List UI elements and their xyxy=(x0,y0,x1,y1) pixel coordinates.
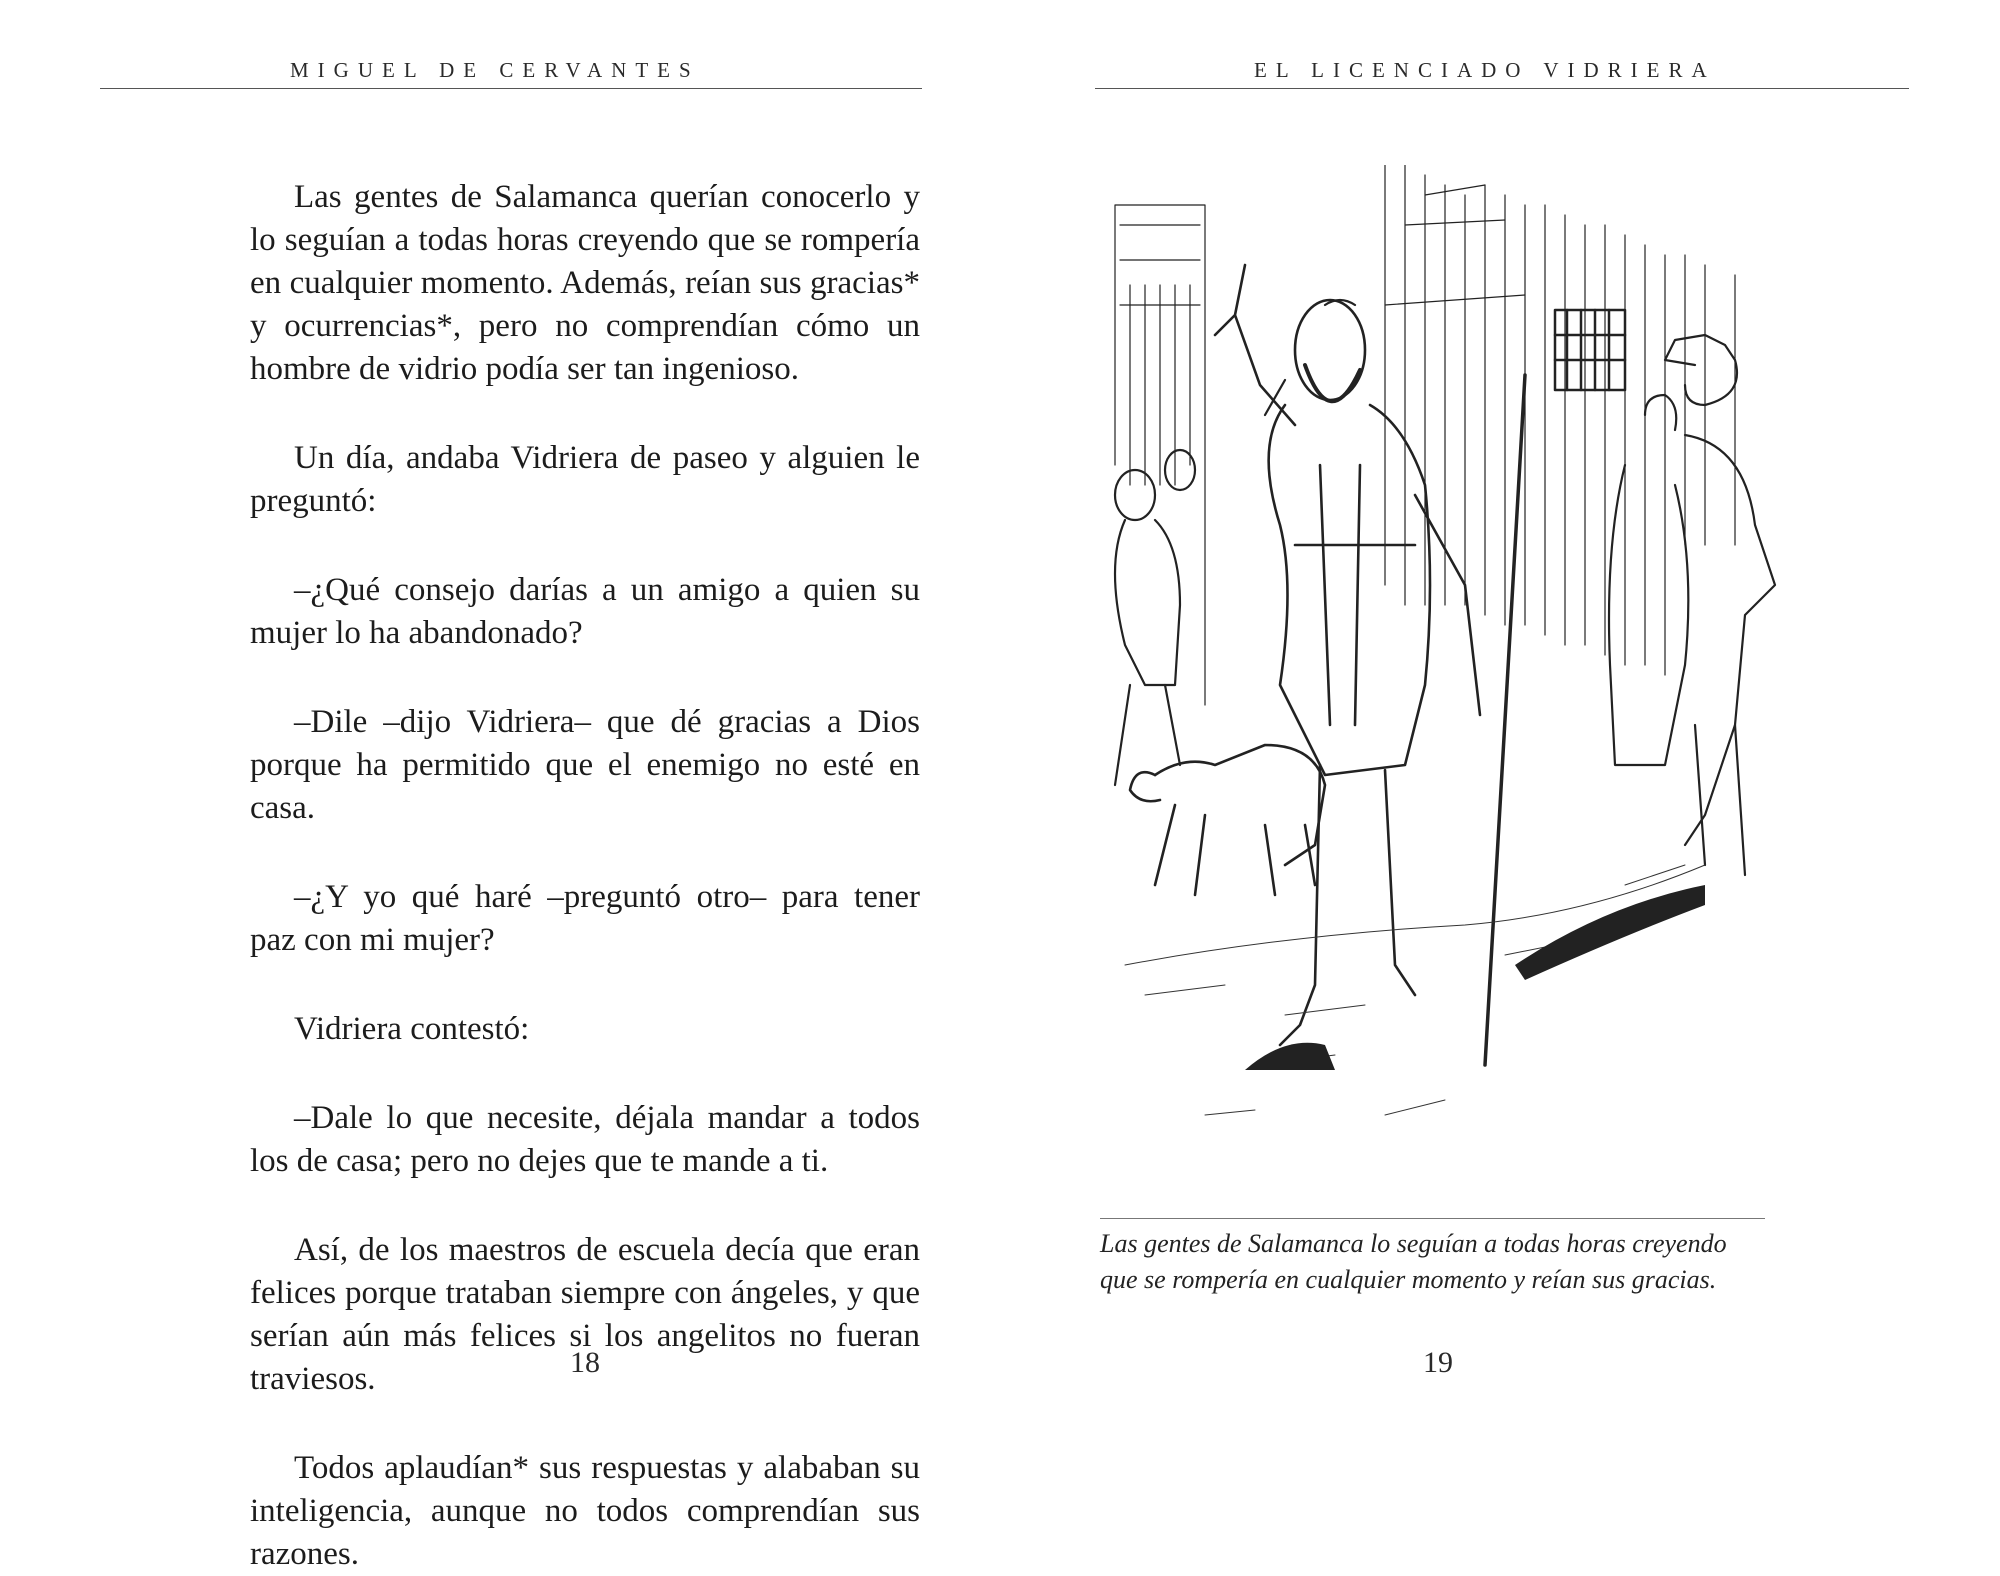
paragraph: –¿Y yo qué haré –preguntó otro– para tener paz con mi mujer? xyxy=(250,879,920,958)
running-head-author: MIGUEL DE CERVANTES xyxy=(290,58,700,82)
caption-rule xyxy=(1100,1218,1765,1219)
shadow xyxy=(1245,1043,1335,1070)
header-rule xyxy=(1095,88,1909,89)
building-sketch xyxy=(1115,165,1735,705)
illustration xyxy=(1085,165,1885,1195)
left-page xyxy=(0,0,1000,1572)
shadow xyxy=(1515,885,1705,980)
bystanders-right xyxy=(1609,335,1775,875)
page-number: 19 xyxy=(1423,1346,1453,1379)
paragraph: –¿Qué consejo darías a un amigo a quien su mujer lo ha abandonado? xyxy=(250,572,920,651)
header-rule xyxy=(100,88,922,89)
ground-shading xyxy=(1125,865,1705,1115)
paragraph: Un día, andaba Vidriera de paseo y alguien le preguntó: xyxy=(250,440,920,519)
man-of-glass-figure xyxy=(1215,265,1480,1045)
dog-figure xyxy=(1130,745,1325,895)
paragraph: –Dile –dijo Vidriera– que dé gracias a Dios porque ha permitido que el enemigo no esté en casa. xyxy=(250,704,920,826)
right-page xyxy=(1000,0,2000,1454)
paragraph: Así, de los maestros de escuela decía que eran felices porque trataban siempre con ángeles, y que serían aún más felices si los angelitos no fueran traviesos. xyxy=(250,1232,920,1397)
paragraph: –Dale lo que necesite, déjala mandar a todos los de casa; pero no dejes que te mande a ti. xyxy=(250,1100,920,1179)
bystanders-left xyxy=(1115,300,1355,785)
page-number: 18 xyxy=(570,1346,600,1379)
paragraph: Todos aplaudían* sus respuestas y alababan su inteligencia, aunque no todos comprendían sus razones. xyxy=(250,1450,920,1572)
paragraph: Las gentes de Salamanca querían conocerlo y lo seguían a todas horas creyendo que se rompería en cualquier momento. Además, reían sus gracias* y ocurrencias*, pero no comprendían cómo un hombre de vidrio podía ser tan ingenioso. xyxy=(250,179,920,387)
running-head-title: EL LICENCIADO VIDRIERA xyxy=(1254,58,1716,82)
illustration-caption: Las gentes de Salamanca lo seguían a todas horas creyendo que se rompería en cualquier momento y reían sus gracias. xyxy=(1100,1229,1727,1294)
paragraph: Vidriera contestó: xyxy=(294,1011,530,1047)
